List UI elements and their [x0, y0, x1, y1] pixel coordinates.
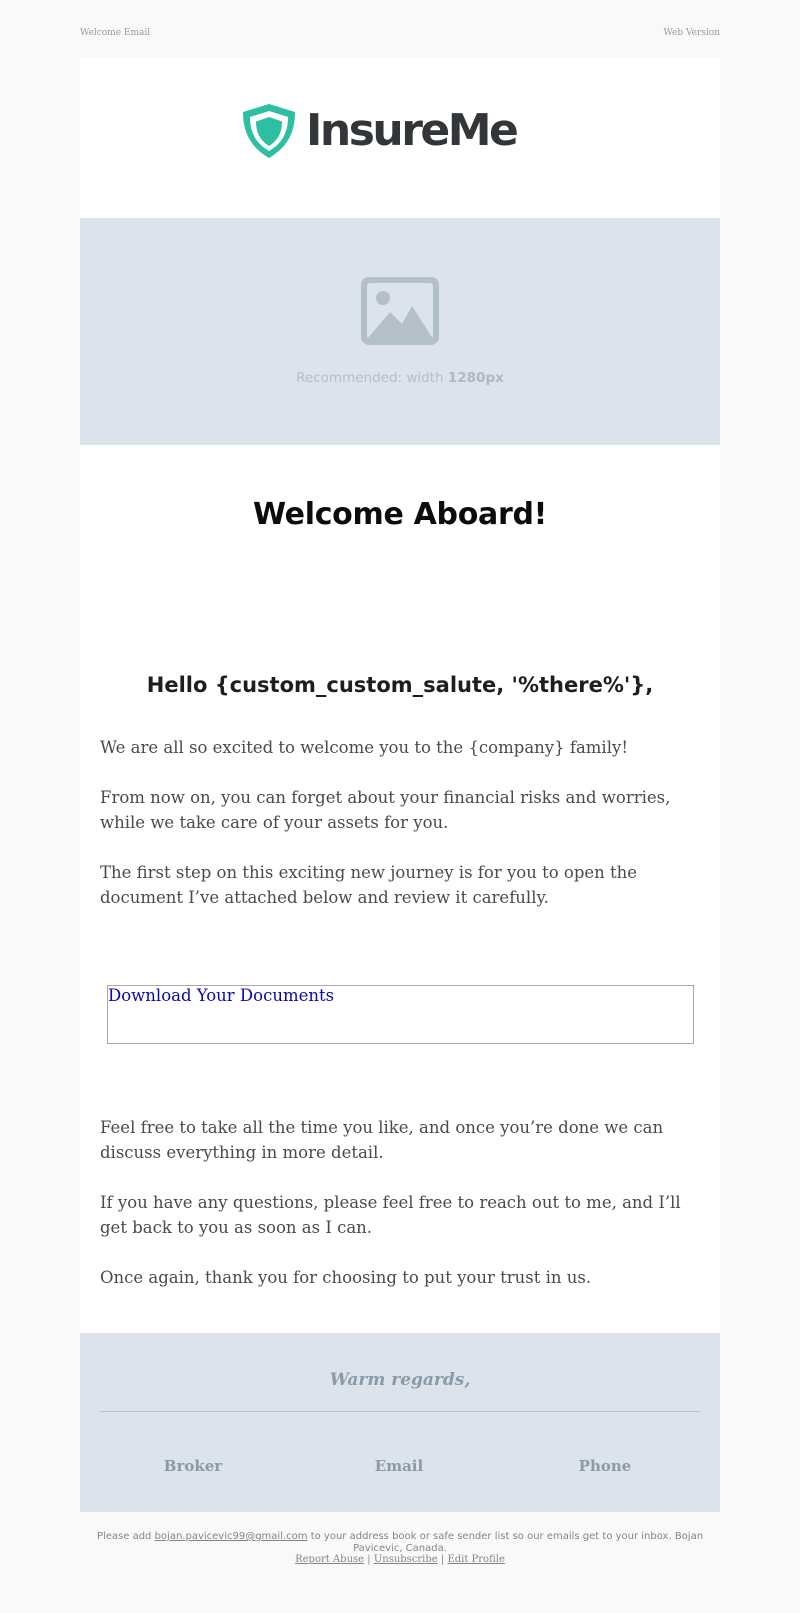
- paragraph-first-step: The first step on this exciting new journey is for you to open the document I’ve attached below and review it carefully.: [100, 863, 638, 907]
- paragraph-risks: From now on, you can forget about your financial risks and worries, while we take care of your assets for you.: [100, 788, 671, 832]
- edit-profile-link[interactable]: Edit Profile: [447, 1554, 505, 1565]
- web-version-link[interactable]: Web Version: [663, 28, 720, 38]
- paragraph-welcome: We are all so excited to welcome you to the {company} family!: [100, 738, 628, 757]
- footer-separator: |: [367, 1554, 371, 1565]
- signature-broker: Broker: [163, 1457, 223, 1475]
- logo[interactable]: [240, 102, 516, 160]
- signature-email: Email: [374, 1457, 424, 1475]
- signature-phone: Phone: [578, 1457, 632, 1475]
- hero-caption: [80, 370, 720, 386]
- signature-divider: [100, 1411, 700, 1412]
- preheader-label: Welcome Email: [80, 28, 151, 38]
- hero-image-placeholder: [80, 218, 720, 445]
- image-placeholder-icon: [360, 276, 440, 346]
- greeting: Hello {custom_custom_salute, '%there%'},: [146, 673, 654, 697]
- report-abuse-link[interactable]: Report Abuse: [295, 1554, 365, 1565]
- download-documents-button[interactable]: Download Your Documents: [107, 985, 694, 1044]
- paragraph-take-time: Feel free to take all the time you like, and once you’re done we can discuss everything in more detail.: [100, 1118, 664, 1162]
- closing-text: Warm regards,: [329, 1370, 471, 1390]
- footer-notice-suffix: to your address book or safe sender list so our emails get to your inbox. Bojan Pavicevic, Canada.: [310, 1531, 704, 1554]
- paragraph-thanks: Once again, thank you for choosing to put your trust in us.: [100, 1268, 592, 1287]
- footer-notice: [90, 1531, 710, 1554]
- unsubscribe-link[interactable]: Unsubscribe: [373, 1554, 438, 1565]
- footer: [90, 1531, 710, 1566]
- preheader: [80, 28, 720, 38]
- paragraph-questions: If you have any questions, please feel free to reach out to me, and I’ll get back to you as soon as I can.: [100, 1193, 681, 1237]
- hero-caption-prefix: Recommended: width: [296, 370, 444, 386]
- sender-email-link[interactable]: bojan.pavicevic99@gmail.com: [154, 1531, 308, 1542]
- footer-separator: |: [440, 1554, 445, 1565]
- footer-notice-prefix: Please add: [96, 1531, 152, 1542]
- shield-logo-icon: [240, 102, 298, 160]
- hero-caption-value: 1280px: [447, 370, 504, 386]
- email-body: [80, 445, 720, 1333]
- logo-band: [80, 58, 720, 218]
- brand-name: InsureMe: [306, 105, 517, 156]
- page-title: Welcome Aboard!: [252, 497, 548, 532]
- signature-block: [80, 1333, 720, 1512]
- footer-links: [90, 1554, 710, 1566]
